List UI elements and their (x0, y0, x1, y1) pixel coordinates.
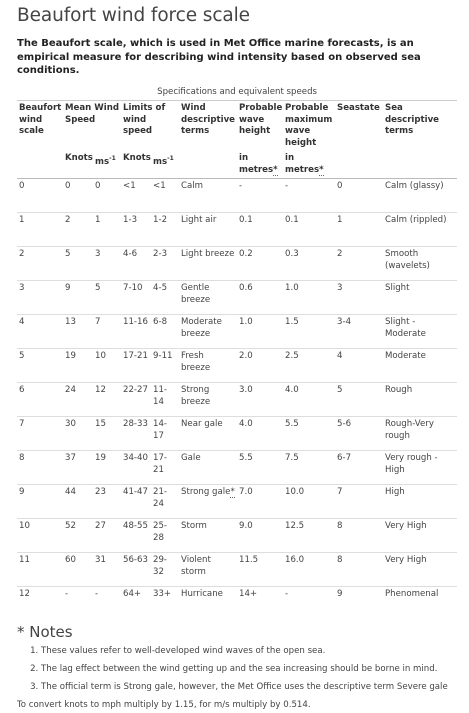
cell-b: 5 (17, 349, 63, 383)
table-row (17, 519, 457, 553)
cell-lk: <1 (121, 179, 151, 213)
header-sea-desc: Sea descriptive terms (383, 101, 457, 152)
table-row (17, 383, 457, 417)
cell-max: 4.0 (283, 383, 335, 417)
cell-sea: Calm (rippled) (383, 213, 457, 247)
note-item: 2. The lag effect between the wind getting up and the sea increasing should be borne in mind. (41, 664, 458, 675)
cell-k: 52 (63, 519, 93, 553)
cell-sea: Rough-Very rough (383, 417, 457, 451)
cell-max: 7.5 (283, 451, 335, 485)
cell-k: 44 (63, 485, 93, 519)
cell-lk: 48-55 (121, 519, 151, 553)
cell-lk: 1-3 (121, 213, 151, 247)
footnote-link[interactable]: * (319, 164, 324, 175)
cell-wave: 0.6 (237, 281, 283, 315)
cell-lm: 21-24 (151, 485, 179, 519)
cell-wave: 5.5 (237, 451, 283, 485)
cell-wave: 9.0 (237, 519, 283, 553)
cell-term: Strong breeze (179, 383, 237, 417)
cell-wave: 14+ (237, 587, 283, 611)
cell-sea: Calm (glassy) (383, 179, 457, 213)
cell-k: 9 (63, 281, 93, 315)
cell-lm: 9-11 (151, 349, 179, 383)
cell-b: 4 (17, 315, 63, 349)
cell-term: Gentle breeze (179, 281, 237, 315)
table-row (17, 247, 457, 281)
table-row (17, 179, 457, 213)
cell-lm: 33+ (151, 587, 179, 611)
cell-b: 8 (17, 451, 63, 485)
cell-term: Calm (179, 179, 237, 213)
cell-term: Light air (179, 213, 237, 247)
cell-k: 19 (63, 349, 93, 383)
conversion-note: To convert knots to mph multiply by 1.15, for m/s multiply by 0.514. (17, 699, 311, 710)
cell-max: - (283, 179, 335, 213)
cell-max: 1.5 (283, 315, 335, 349)
cell-ss: 6-7 (335, 451, 383, 485)
cell-sea: Slight (383, 281, 457, 315)
cell-m: 7 (93, 315, 121, 349)
cell-lm: 2-3 (151, 247, 179, 281)
cell-wave: 1.0 (237, 315, 283, 349)
cell-lk: 64+ (121, 587, 151, 611)
cell-lk: 41-47 (121, 485, 151, 519)
unit-metres-max: in metres* (283, 151, 335, 179)
cell-max: 0.1 (283, 213, 335, 247)
cell-b: 1 (17, 213, 63, 247)
cell-term: Moderate breeze (179, 315, 237, 349)
table-row (17, 315, 457, 349)
cell-m: 31 (93, 553, 121, 587)
table-row (17, 587, 457, 611)
cell-b: 6 (17, 383, 63, 417)
header-beaufort: Beaufort wind scale (17, 101, 63, 152)
cell-m: 1 (93, 213, 121, 247)
header-limits: Limits of wind speed (121, 101, 179, 152)
notes-title: * Notes (17, 622, 73, 641)
table-row (17, 417, 457, 451)
cell-lm: 25-28 (151, 519, 179, 553)
cell-term: Violent storm (179, 553, 237, 587)
cell-term: Storm (179, 519, 237, 553)
notes-list (17, 646, 458, 693)
table-row (17, 451, 457, 485)
cell-ss: 4 (335, 349, 383, 383)
header-mean-speed: Mean Wind Speed (63, 101, 121, 152)
header-descriptive: Wind descriptive terms (179, 101, 237, 152)
cell-ss: 5 (335, 383, 383, 417)
cell-ss: 8 (335, 519, 383, 553)
unit-ms-limit: $ms^{-1}$ (151, 151, 179, 179)
cell-m: 19 (93, 451, 121, 485)
unit-ms: $ms^{-1}$ (93, 151, 121, 179)
cell-m: 5 (93, 281, 121, 315)
cell-b: 10 (17, 519, 63, 553)
cell-ss: 8 (335, 553, 383, 587)
cell-lm: 14-17 (151, 417, 179, 451)
cell-ss: 5-6 (335, 417, 383, 451)
footnote-link[interactable]: * (273, 164, 278, 175)
cell-term: Light breeze (179, 247, 237, 281)
cell-k: 60 (63, 553, 93, 587)
cell-lm: 17-21 (151, 451, 179, 485)
table-row (17, 485, 457, 519)
cell-k: 13 (63, 315, 93, 349)
cell-m: 10 (93, 349, 121, 383)
cell-sea: Very High (383, 553, 457, 587)
cell-ss: 0 (335, 179, 383, 213)
table-body (17, 179, 457, 611)
cell-m: 23 (93, 485, 121, 519)
cell-sea: Phenomenal (383, 587, 457, 611)
cell-max: 12.5 (283, 519, 335, 553)
cell-ss: 1 (335, 213, 383, 247)
cell-k: 30 (63, 417, 93, 451)
cell-max: 16.0 (283, 553, 335, 587)
cell-m: 12 (93, 383, 121, 417)
table-row (17, 349, 457, 383)
cell-m: 27 (93, 519, 121, 553)
cell-lm: 1-2 (151, 213, 179, 247)
cell-sea: Rough (383, 383, 457, 417)
unit-knots: Knots (63, 151, 93, 179)
cell-b: 9 (17, 485, 63, 519)
cell-m: 3 (93, 247, 121, 281)
cell-lm: 29-32 (151, 553, 179, 587)
cell-term: Gale (179, 451, 237, 485)
cell-max: 2.5 (283, 349, 335, 383)
cell-term: Near gale (179, 417, 237, 451)
cell-max: 10.0 (283, 485, 335, 519)
cell-sea: Smooth (wavelets) (383, 247, 457, 281)
cell-max: - (283, 587, 335, 611)
cell-ss: 7 (335, 485, 383, 519)
cell-sea: Slight - Moderate (383, 315, 457, 349)
cell-lk: 28-33 (121, 417, 151, 451)
header-seastate: Seastate (335, 101, 383, 152)
beaufort-table (17, 85, 457, 611)
table-row (17, 281, 457, 315)
cell-k: 0 (63, 179, 93, 213)
cell-sea: Very High (383, 519, 457, 553)
cell-ss: 9 (335, 587, 383, 611)
cell-lk: 22-27 (121, 383, 151, 417)
note-item: 1. These values refer to well-developed wind waves of the open sea. (41, 646, 458, 657)
table-row (17, 213, 457, 247)
cell-max: 0.3 (283, 247, 335, 281)
cell-wave: - (237, 179, 283, 213)
cell-wave: 0.2 (237, 247, 283, 281)
cell-b: 11 (17, 553, 63, 587)
cell-k: - (63, 587, 93, 611)
cell-k: 24 (63, 383, 93, 417)
cell-b: 12 (17, 587, 63, 611)
header-wave-height: Probable wave height (237, 101, 283, 152)
cell-lm: 11-14 (151, 383, 179, 417)
cell-k: 37 (63, 451, 93, 485)
unit-metres: in metres* (237, 151, 283, 179)
note-item: 3. The official term is Strong gale, however, the Met Office uses the descriptive term Severe gale (41, 682, 458, 693)
cell-max: 5.5 (283, 417, 335, 451)
cell-ss: 3 (335, 281, 383, 315)
cell-wave: 0.1 (237, 213, 283, 247)
cell-lk: 11-16 (121, 315, 151, 349)
cell-m: - (93, 587, 121, 611)
cell-sea: High (383, 485, 457, 519)
cell-term: Strong gale* (179, 485, 237, 519)
cell-b: 7 (17, 417, 63, 451)
cell-lk: 4-6 (121, 247, 151, 281)
cell-lk: 7-10 (121, 281, 151, 315)
cell-lk: 34-40 (121, 451, 151, 485)
cell-sea: Moderate (383, 349, 457, 383)
cell-b: 2 (17, 247, 63, 281)
cell-ss: 2 (335, 247, 383, 281)
intro-text: The Beaufort scale, which is used in Met Office marine forecasts, is an empirical measure for describing wind intensity based on observed sea conditions. (17, 38, 421, 76)
cell-lm: 4-5 (151, 281, 179, 315)
cell-wave: 7.0 (237, 485, 283, 519)
cell-b: 0 (17, 179, 63, 213)
table-caption: Specifications and equivalent speeds (157, 86, 317, 97)
cell-k: 2 (63, 213, 93, 247)
page-title: Beaufort wind force scale (17, 5, 250, 26)
cell-wave: 3.0 (237, 383, 283, 417)
cell-term: Fresh breeze (179, 349, 237, 383)
cell-term: Hurricane (179, 587, 237, 611)
footnote-link[interactable]: * (230, 487, 235, 497)
cell-k: 5 (63, 247, 93, 281)
cell-wave: 2.0 (237, 349, 283, 383)
cell-m: 15 (93, 417, 121, 451)
cell-lk: 17-21 (121, 349, 151, 383)
cell-b: 3 (17, 281, 63, 315)
cell-wave: 11.5 (237, 553, 283, 587)
cell-lk: 56-63 (121, 553, 151, 587)
table-row (17, 553, 457, 587)
cell-m: 0 (93, 179, 121, 213)
header-max-wave: Probable maximum wave height (283, 101, 335, 152)
cell-lm: 6-8 (151, 315, 179, 349)
cell-wave: 4.0 (237, 417, 283, 451)
cell-max: 1.0 (283, 281, 335, 315)
cell-sea: Very rough - High (383, 451, 457, 485)
unit-knots-limit: Knots (121, 151, 151, 179)
cell-lm: <1 (151, 179, 179, 213)
cell-ss: 3-4 (335, 315, 383, 349)
